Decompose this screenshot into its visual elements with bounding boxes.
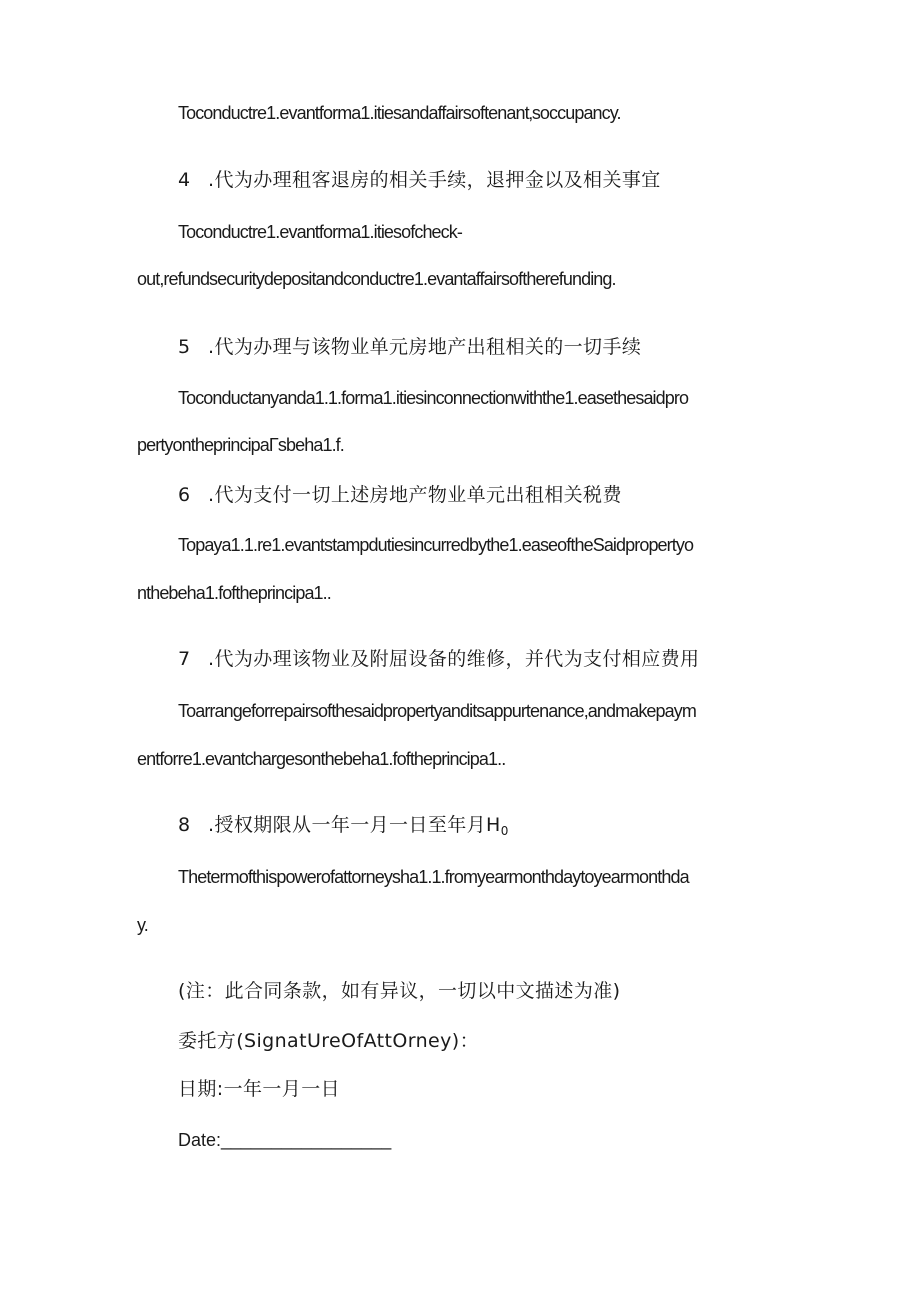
clause-6-chinese: [178, 484, 622, 506]
clause-8-english-line-2: y.: [137, 915, 148, 935]
clause-8-chinese: [178, 814, 509, 842]
clause-7-english-line-2: entforre1.evantchargesonthebeha1.foftheprincipa1..: [137, 749, 506, 769]
date-english-field: Date:_________________: [178, 1130, 392, 1150]
clause-subscript: 0: [500, 824, 509, 838]
clause-5-english-line-1: Toconductanyanda1.1.forma1.itiesinconnectionwiththe1.easethesaidpro: [178, 388, 689, 408]
signature-of-attorney-label: 委托方(SignatUreOfAttOrney)：: [178, 1030, 479, 1052]
clause-4-chinese: [178, 169, 661, 191]
clause-4-english-line-2: out,refundsecuritydepositandconductre1.evantaffairsoftherefunding.: [137, 269, 616, 289]
chinese-precedence-note: (注：此合同条款，如有异议，一切以中文描述为准): [178, 980, 621, 1002]
clause-8-english-line-1: Thetermofthispowerofattorneysha1.1.fromyearmonthdaytoyearmonthda: [178, 867, 689, 887]
clause-5-english-line-2: pertyontheprincipaΓsbeha1.f.: [137, 435, 344, 455]
clause-7-english-line-1: Toarrangeforrepairsofthesaidpropertyanditsappurtenance,andmakepaym: [178, 701, 696, 721]
clause-6-english-line-1: Topaya1.1.re1.evantstampdutiesincurredbythe1.easeoftheSaidpropertyo: [178, 535, 694, 555]
clause-text: .代为办理租客退房的相关手续，退押金以及相关事宜: [208, 169, 661, 191]
clause-text: .授权期限从一年一月一日至年月H: [208, 814, 501, 836]
clause-4-english-line-1: Toconductre1.evantforma1.itiesofcheck-: [178, 222, 462, 242]
clause-text: .代为支付一切上述房地产物业单元出租相关税费: [208, 484, 622, 506]
date-chinese-label: 日期:一年一月一日: [178, 1078, 341, 1100]
clause-number: 8: [178, 814, 191, 836]
clause-6-english-line-2: nthebeha1.foftheprincipa1..: [137, 583, 331, 603]
clause-number: 4: [178, 169, 191, 191]
clause-5-chinese: [178, 336, 641, 358]
clause-text: .代为办理与该物业单元房地产出租相关的一切手续: [208, 336, 642, 358]
clause-text: .代为办理该物业及附屈设备的维修，并代为支付相应费用: [208, 648, 700, 670]
clause-number: 5: [178, 336, 191, 358]
clause-number: 7: [178, 648, 191, 670]
clause-7-chinese: [178, 648, 699, 670]
clause-number: 6: [178, 484, 191, 506]
clause-3-english-line: Toconductre1.evantforma1.itiesandaffairsoftenant‚soccupancy.: [178, 103, 621, 123]
